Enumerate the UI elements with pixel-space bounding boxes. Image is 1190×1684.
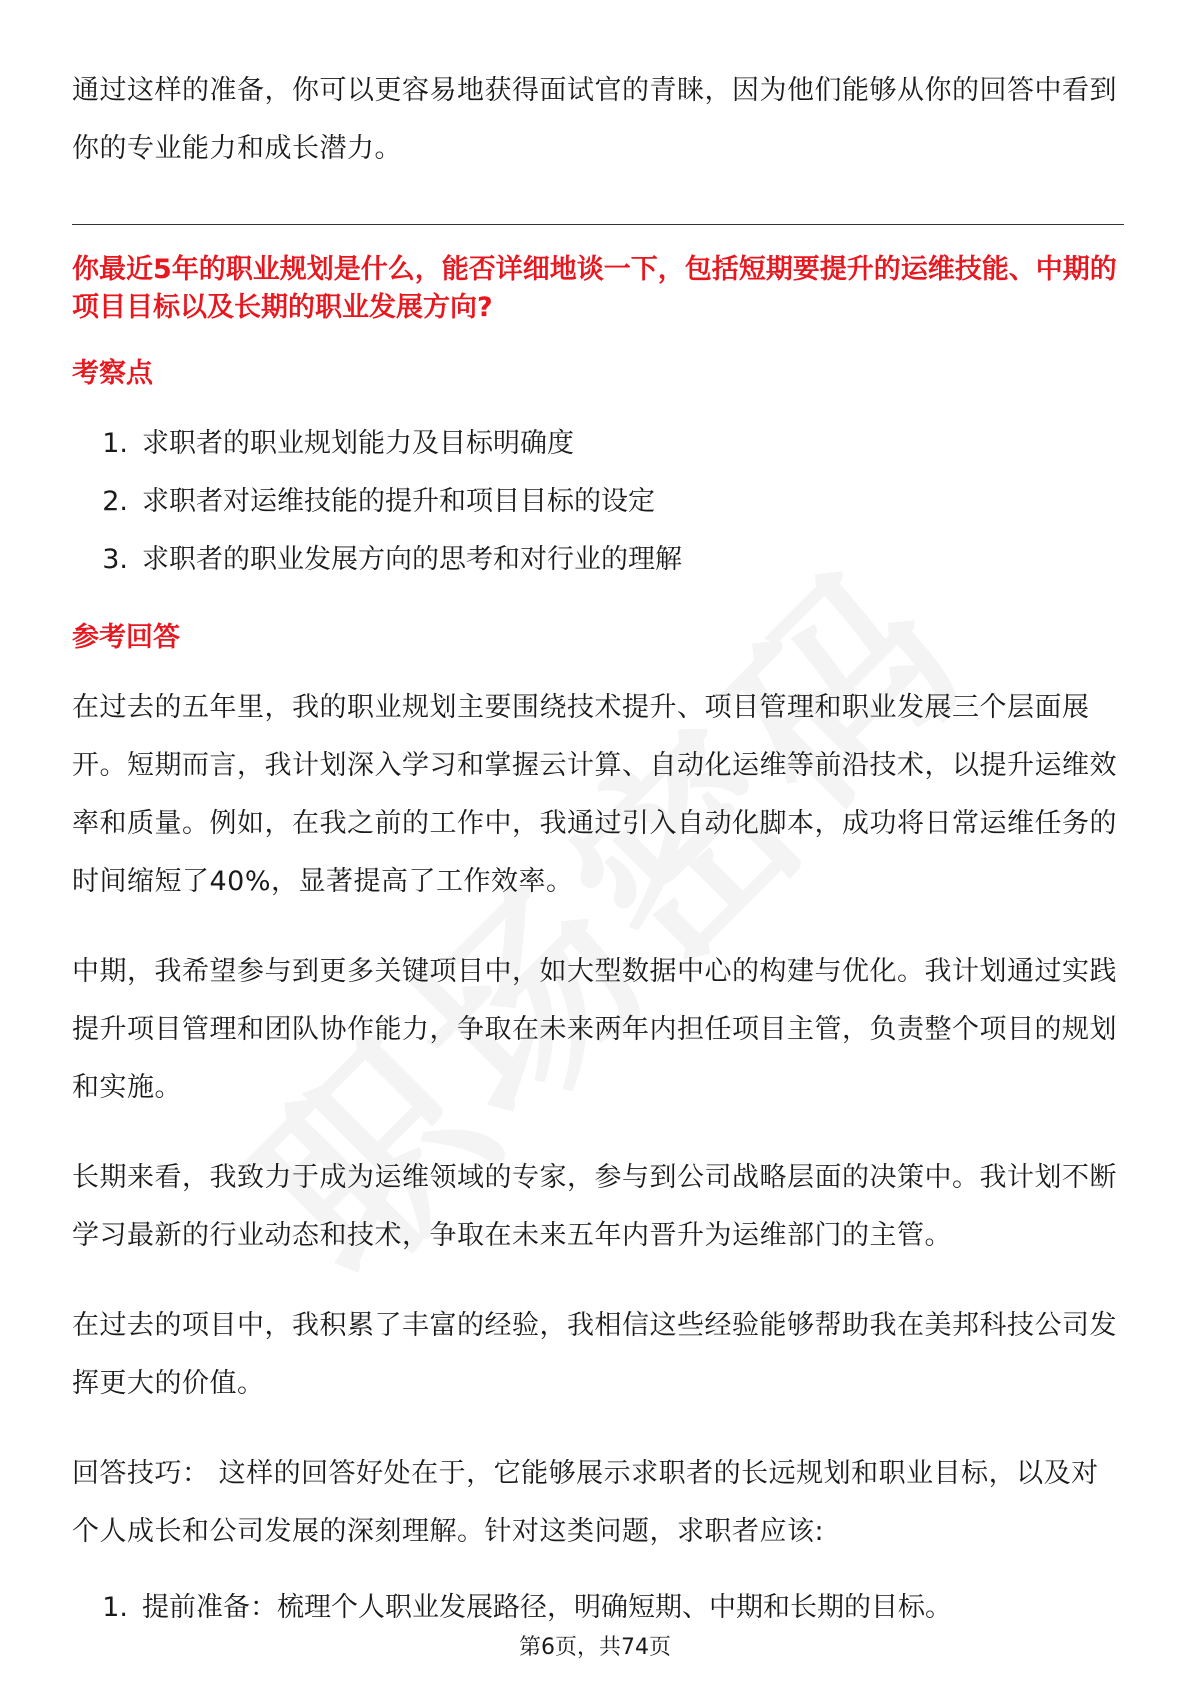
list-item: 3. 求职者的职业发展方向的思考和对行业的理解 [102,544,682,575]
answer-paragraph: 长期来看，我致力于成为运维领域的专家，参与到公司战略层面的决策中。我计划不断学习最新的行业动态和技术，争取在未来五年内晋升为运维部门的主管。 [72,1162,1117,1251]
section-divider [72,224,1124,225]
question-title: 你最近5年的职业规划是什么，能否详细地谈一下，包括短期要提升的运维技能、中期的项目目标以及长期的职业发展方向? [72,254,1117,323]
page-footer: 第6页，共74页 [519,1635,671,1660]
tips-list [72,1579,1124,1637]
exam-points-heading: 考察点 [72,358,153,389]
answer-paragraph: 在过去的五年里，我的职业规划主要围绕技术提升、项目管理和职业发展三个层面展开。短期而言，我计划深入学习和掌握云计算、自动化运维等前沿技术，以提升运维效率和质量。例如，在我之前的工作中，我通过引入自动化脚本，成功将日常运维任务的时间缩短了40%，显著提高了工作效率。 [72,692,1117,897]
exam-points-list [72,415,1124,589]
intro-paragraph: 通过这样的准备，你可以更容易地获得面试官的青睐，因为他们能够从你的回答中看到你的专业能力和成长潜力。 [72,75,1117,164]
list-item: 2. 求职者对运维技能的提升和项目目标的设定 [102,486,655,517]
answer-tips-paragraph: 回答技巧： 这样的回答好处在于，它能够展示求职者的长远规划和职业目标，以及对个人成长和公司发展的深刻理解。针对这类问题，求职者应该: [72,1458,1099,1547]
document-page [72,62,1124,1637]
list-item: 1. 提前准备：梳理个人职业发展路径，明确短期、中期和长期的目标。 [102,1592,952,1623]
list-item: 1. 求职者的职业规划能力及目标明确度 [102,428,574,459]
reference-answer-heading: 参考回答 [72,622,180,653]
answer-paragraph: 在过去的项目中，我积累了丰富的经验，我相信这些经验能够帮助我在美邦科技公司发挥更大的价值。 [72,1310,1117,1399]
answer-paragraph: 中期，我希望参与到更多关键项目中，如大型数据中心的构建与优化。我计划通过实践提升项目管理和团队协作能力，争取在未来两年内担任项目主管，负责整个项目的规划和实施。 [72,956,1117,1103]
